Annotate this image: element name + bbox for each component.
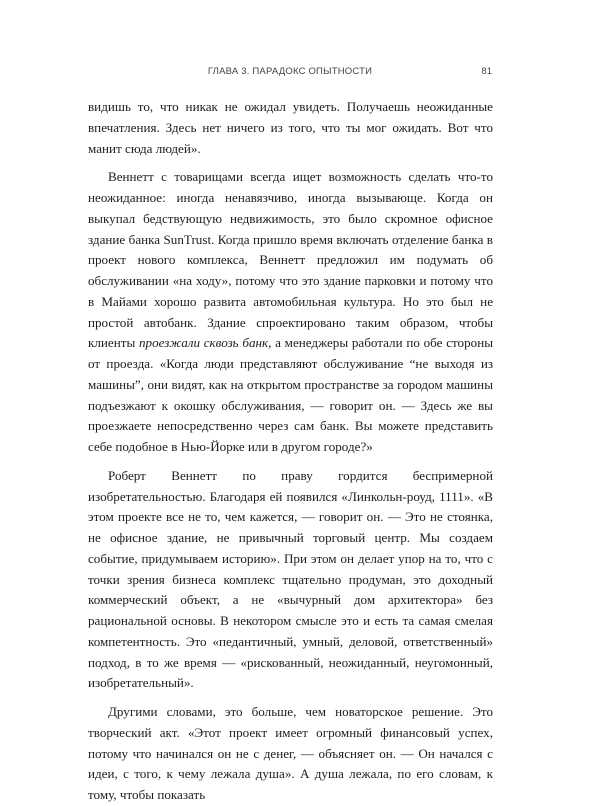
chapter-title: ГЛАВА 3. ПАРАДОКС ОПЫТНОСТИ xyxy=(207,66,373,77)
paragraph-3: Роберт Веннетт по праву гордится беспримерной изобретательностью. Благодаря ей появился «Линкольн-роуд, 1111». «В этом проекте все не то, чем кажется, — говорит он. — Это не стоянка, не офисное здание, не привычный торговый центр. Мы создаем событие, придумываем историю». При этом он делает упор на то, что с точки зрения бизнеса комплекс тщательно продуман, это доходный коммерческий объект, а не «вычурный дом архитектора» без рациональной основы. В некотором смысле это и есть та самая смелая компетентность. Это «педантичный, умный, деловой, ответственный» подход, в то же время — «рискованный, неожиданный, неугомонный, изобретательный». xyxy=(88,467,493,691)
paragraph-4: Другими словами, это больше, чем новаторское решение. Это творческий акт. «Этот проект имеет огромный финансовый успех, потому что начинался он не с денег, — объясняет он. — Он начался с идеи, с того, к чему лежала душа». А душа лежала, по его словам, к тому, чтобы показать xyxy=(88,704,493,802)
paragraph-2-text-a: Веннетт с товарищами всегда ищет возможность сделать что-то неожиданное: иногда ненавязчиво, иногда вызывающе. Когда он выкупал бедствующую недвижимость, это было скромное офисное здание банка SunTrust. Когда пришло время включать отделение банка в проект нового комплекса, Веннетт предложил им подумать об обслуживании «на ходу», потому что это здание парковки и потому что в Майами хорошо развита автомобильная культура. Но это был не простой автобанк. Здание спроектировано таким образом, чтобы клиенты xyxy=(88,169,493,351)
page-number: 81 xyxy=(481,66,492,77)
paragraph-2-text-b: , а менеджеры работали по обе стороны от проезда. «Когда люди представляют обслуживание “не выходя из машины”, они видят, как на открытом пространстве за городом машины подъезжают к окошку обслуживания, — говорит он. — Здесь же вы проезжаете непосредственно через сам банк. Вы можете представить себе подобное в Нью-Йорке или в другом городе?» xyxy=(88,335,493,454)
paragraph-2 xyxy=(88,167,493,458)
running-header xyxy=(88,66,492,80)
body-text xyxy=(88,97,493,806)
paragraph-2-emphasis: проезжали сквозь банк xyxy=(138,335,269,351)
paragraph-1: видишь то, что никак не ожидал увидеть. Получаешь неожиданные впечатления. Здесь нет ничего из того, что ты мог ожидать. Вот что манит сюда людей». xyxy=(88,99,493,156)
